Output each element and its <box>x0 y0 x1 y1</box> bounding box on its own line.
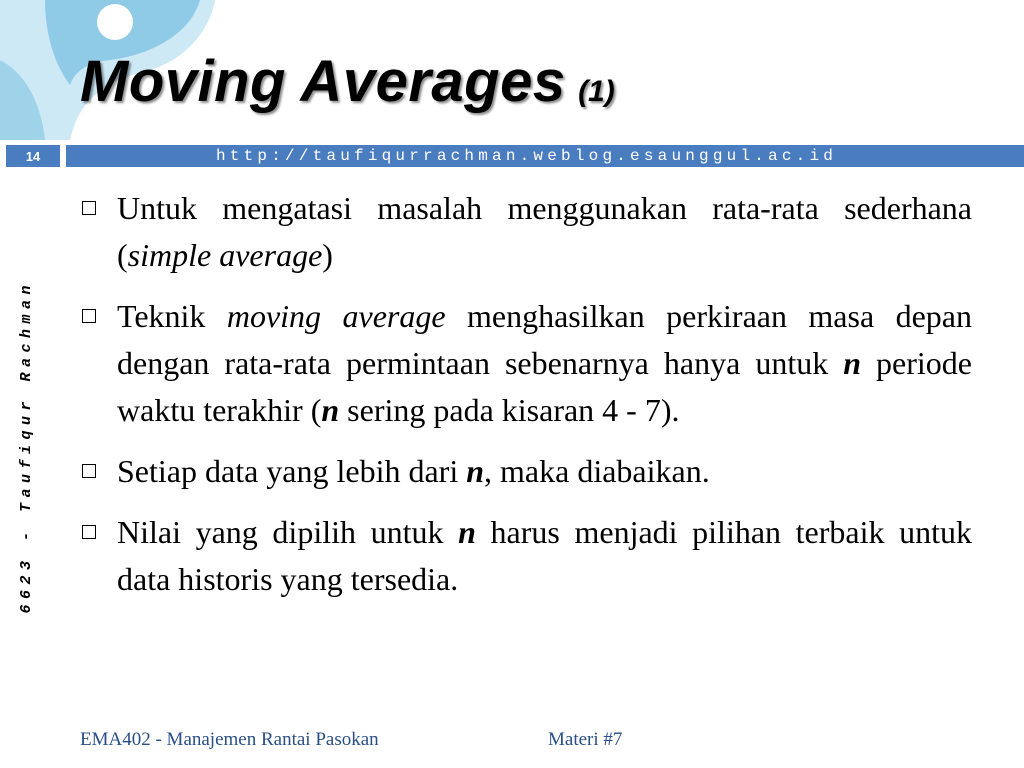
url-text: http://taufiqurrachman.weblog.esaunggul.ac.id <box>216 147 838 165</box>
list-item <box>82 293 972 434</box>
url-banner <box>66 145 1024 167</box>
bullet-square-icon <box>82 201 96 215</box>
slide-title-main: Moving Averages <box>80 49 566 114</box>
slide-title <box>80 48 615 115</box>
list-item <box>82 185 972 279</box>
bullet-text: Setiap data yang lebih dari n, maka diabaikan. <box>117 453 710 489</box>
bullet-list <box>82 185 972 617</box>
side-author-label: 6623 - Taufiqur Rachman <box>18 280 35 614</box>
bullet-square-icon <box>82 309 96 323</box>
bullet-text: Teknik moving average menghasilkan perkiraan masa depan dengan rata-rata permintaan sebenarnya hanya untuk n periode waktu terakhir (n sering pada kisaran 4 - 7). <box>117 298 973 428</box>
slide-number: 14 <box>6 145 60 167</box>
list-item <box>82 448 972 495</box>
footer-materi: Materi #7 <box>548 729 623 750</box>
bullet-text: Nilai yang dipilih untuk n harus menjadi pilihan terbaik untuk data historis yang tersedia. <box>117 514 973 597</box>
slide-title-sub: (1) <box>578 75 615 108</box>
bullet-square-icon <box>82 525 96 539</box>
footer-course: EMA402 - Manajemen Rantai Pasokan <box>80 729 379 750</box>
list-item <box>82 509 972 603</box>
bullet-square-icon <box>82 464 96 478</box>
bullet-text: Untuk mengatasi masalah menggunakan rata-rata sederhana (simple average) <box>117 190 972 273</box>
